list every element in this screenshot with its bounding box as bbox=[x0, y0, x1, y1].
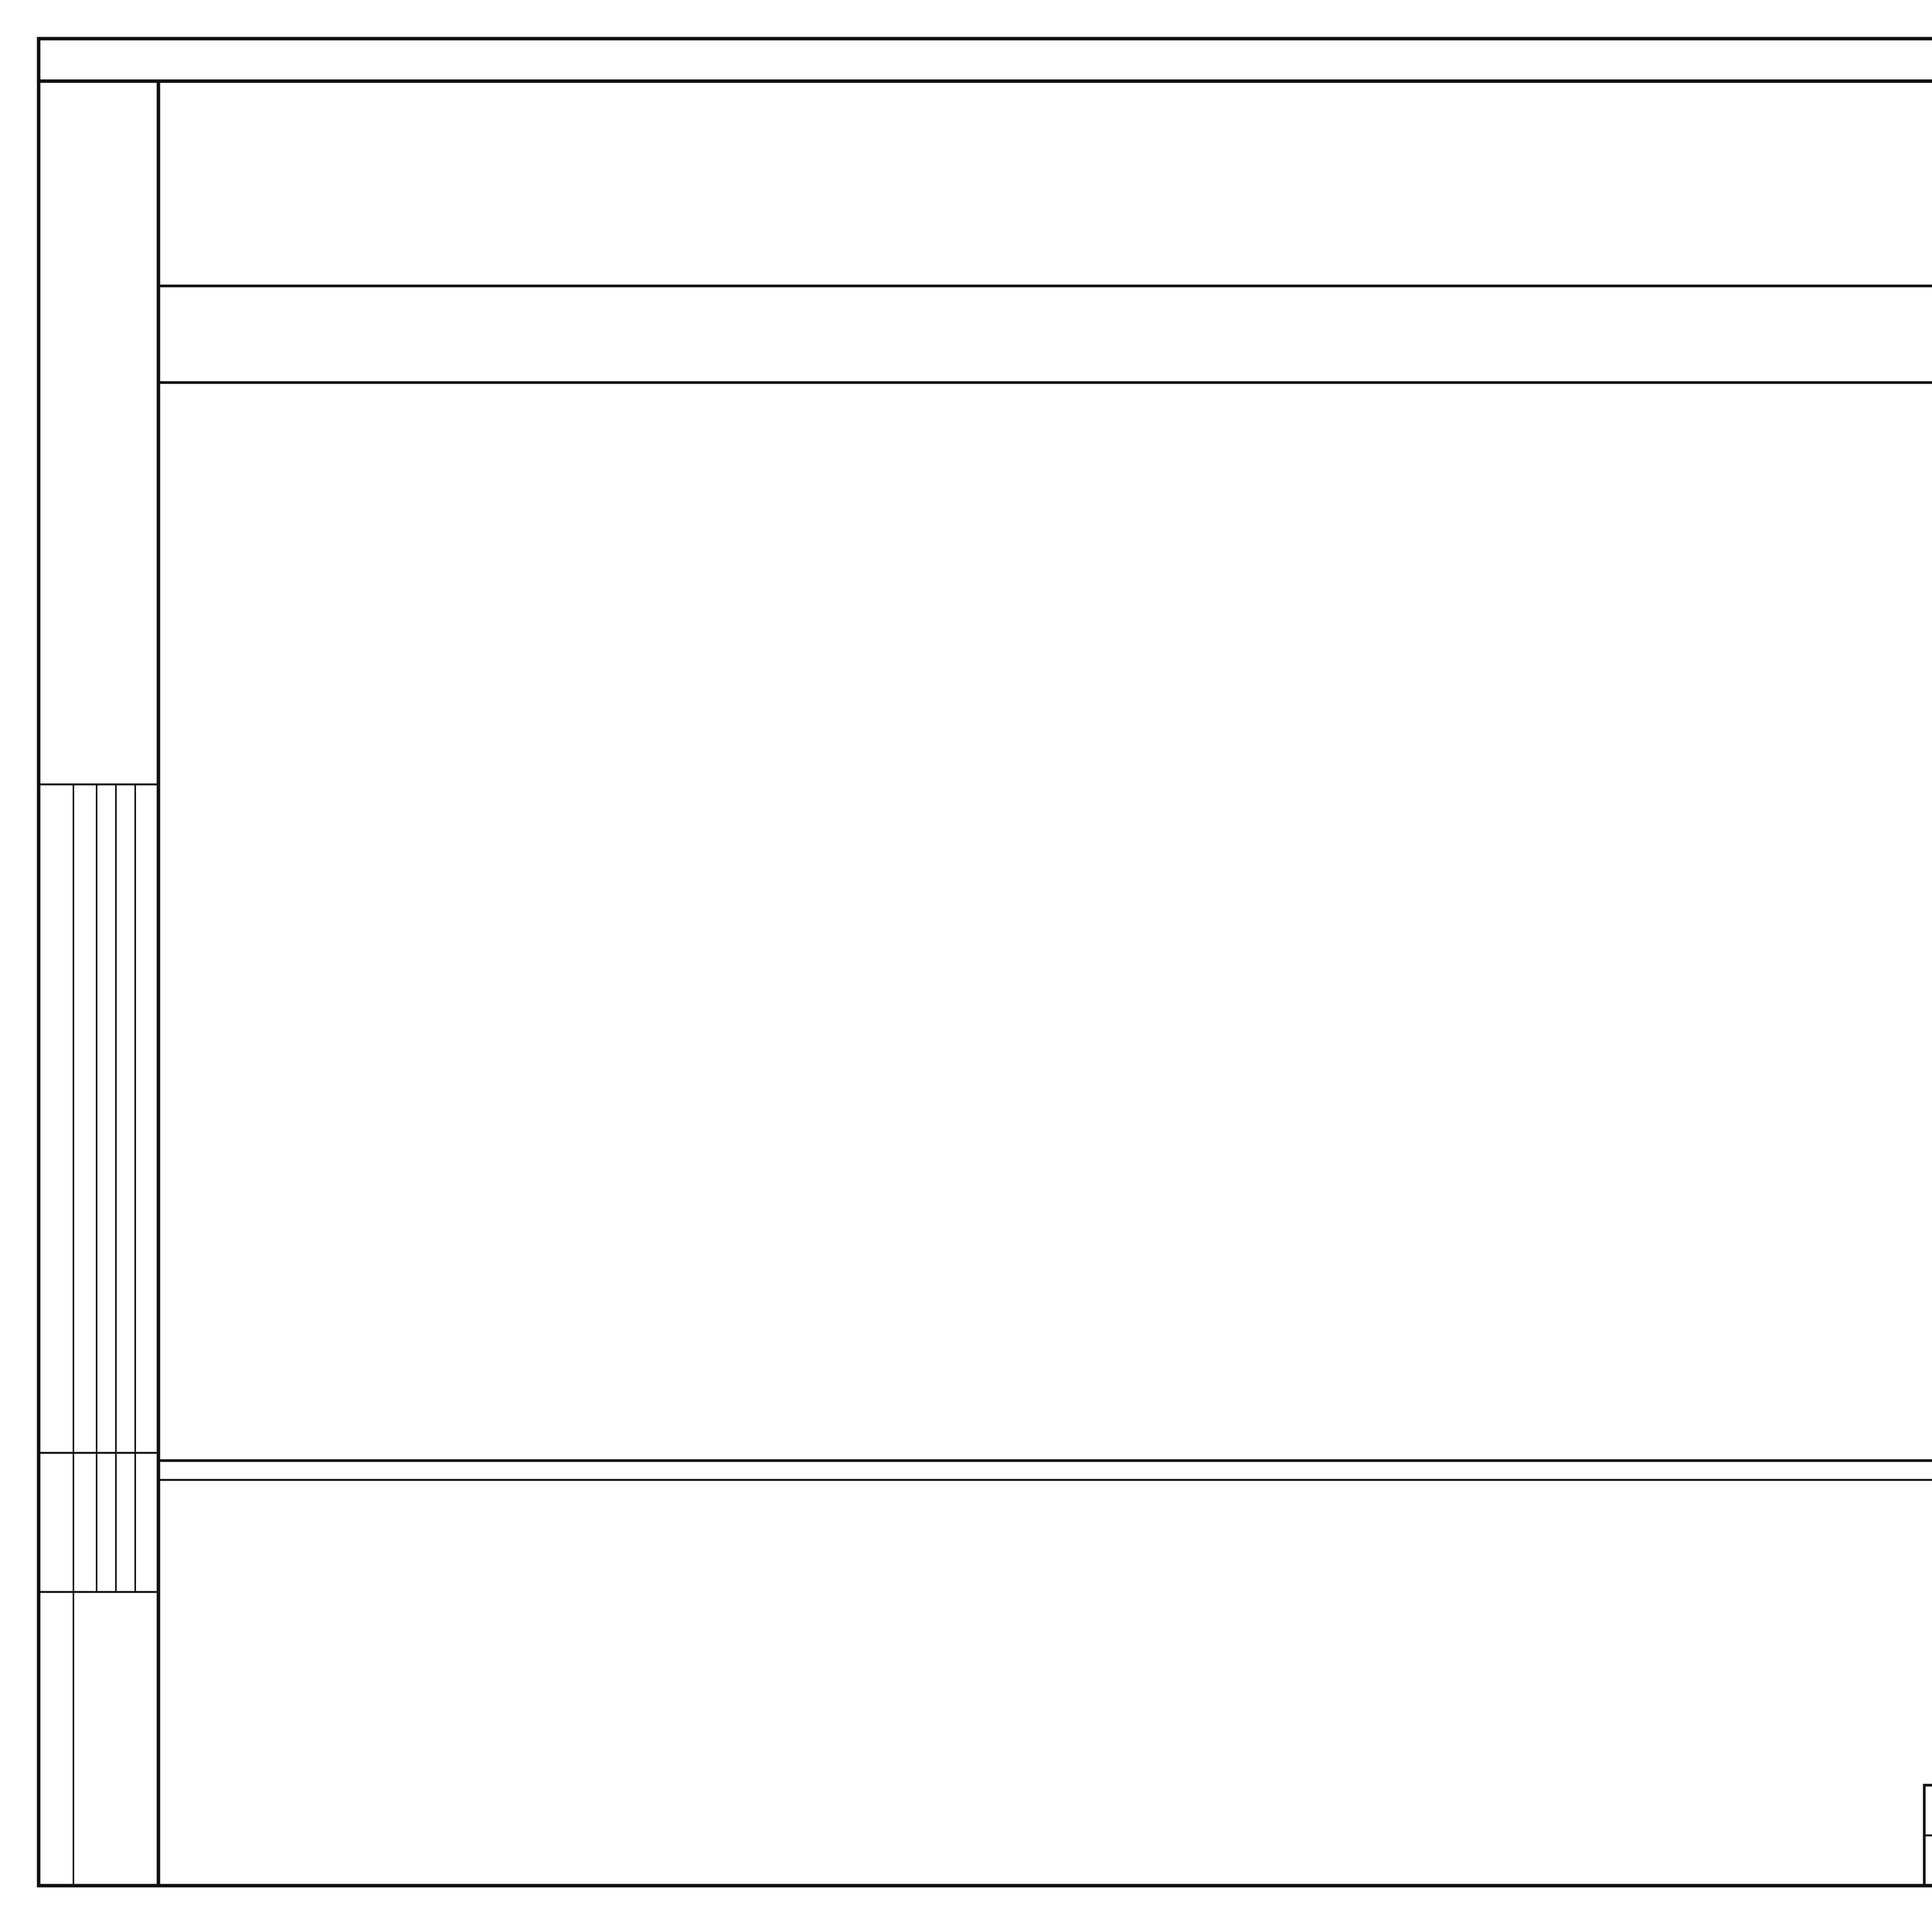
frame bbox=[39, 39, 1932, 1886]
title-block bbox=[1924, 1785, 1932, 1886]
left-title-strip bbox=[73, 784, 135, 1886]
